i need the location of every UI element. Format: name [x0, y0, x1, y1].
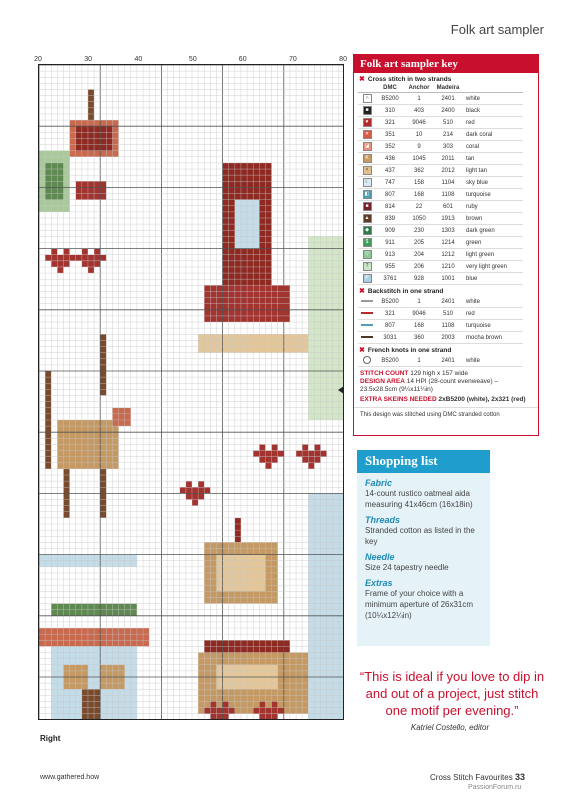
symbol-cell [358, 308, 376, 320]
stitch-count-label: STITCH COUNT [360, 370, 409, 377]
color-name-cell: green [462, 237, 523, 249]
anchor-cell: 206 [404, 261, 434, 273]
design-area-label: DESIGN AREA [360, 378, 405, 385]
backstitch-heading-text: Backstitch in one strand [367, 287, 444, 295]
dmc-cell: B5200 [376, 296, 404, 308]
shopping-item-head: Threads [365, 515, 401, 525]
french-knot-table [358, 355, 523, 367]
shopping-item-body: 14-count rustico oatmeal aida measuring 41x46cm (16x18in) [365, 489, 473, 509]
anchor-cell: 1 [404, 93, 434, 105]
heart-motif [259, 714, 277, 720]
deer-head [112, 408, 130, 426]
shopping-list [357, 450, 490, 646]
backstitch-line-icon [361, 324, 373, 326]
color-name-cell: brown [462, 213, 523, 225]
shopping-item-extras [357, 573, 490, 621]
extra-skeins-label: EXTRA SKEINS NEEDED [360, 396, 437, 403]
madeira-cell: 2400 [434, 105, 462, 117]
heart-motif [272, 701, 278, 707]
color-name-cell: light tan [462, 165, 523, 177]
heart-motif [259, 701, 265, 707]
dmc-cell: 3031 [376, 332, 404, 344]
symbol-cell [358, 332, 376, 344]
key-row [358, 225, 523, 237]
dmc-cell: 351 [376, 129, 404, 141]
heart-motif [302, 444, 308, 450]
anchor-cell: 168 [404, 189, 434, 201]
symbol-cell [358, 249, 376, 261]
cross-stitch-heading-text: Cross stitch in two strands [367, 75, 452, 83]
stitch-symbol-icon: $ [363, 238, 372, 247]
madeira-cell: 214 [434, 129, 462, 141]
symbol-cell [358, 189, 376, 201]
madeira-cell: 2003 [434, 332, 462, 344]
stitch-symbol-icon: ? [363, 262, 372, 271]
heart-motif [180, 487, 211, 493]
anchor-cell: 205 [404, 237, 434, 249]
dmc-cell: 436 [376, 153, 404, 165]
symbol-cell [358, 273, 376, 285]
color-name-cell: light green [462, 249, 523, 261]
dmc-cell: 3761 [376, 273, 404, 285]
stitch-count-value: 129 high x 157 wide [410, 370, 469, 377]
anchor-cell: 403 [404, 105, 434, 117]
dmc-cell: 913 [376, 249, 404, 261]
sampler-key-panel [353, 54, 539, 436]
ruler-label: 80 [339, 56, 347, 63]
symbol-cell [358, 153, 376, 165]
key-row [358, 355, 523, 367]
quote-attribution: Katriel Costello, editor [410, 723, 490, 732]
running-header: Folk art sampler [450, 22, 544, 37]
heart-motif [88, 267, 94, 273]
color-name-cell: sky blue [462, 177, 523, 189]
stitch-symbol-icon: ∩ [363, 94, 372, 103]
dmc-cell: 909 [376, 225, 404, 237]
madeira-cell: 1303 [434, 225, 462, 237]
color-name-cell: white [462, 296, 523, 308]
dmc-cell: 747 [376, 177, 404, 189]
key-stats [354, 367, 538, 404]
french-knot-icon [363, 356, 371, 364]
anchor-cell: 1 [404, 355, 434, 367]
heart-motif [210, 714, 228, 720]
anchor-cell: 928 [404, 273, 434, 285]
madeira-cell: 2401 [434, 355, 462, 367]
shopping-item-head: Fabric [365, 478, 393, 488]
anchor-cell: 9046 [404, 308, 434, 320]
dmc-cell: 911 [376, 237, 404, 249]
heart-motif [186, 481, 192, 487]
backstitch-table [358, 296, 523, 344]
anchor-cell: 1 [404, 296, 434, 308]
symbol-cell [358, 225, 376, 237]
stitch-symbol-icon: ◧ [363, 190, 372, 199]
symbol-cell [358, 129, 376, 141]
cross-icon: ✖ [359, 347, 365, 354]
design-area-value: 14 HPI (28-count evenweave) – 23.5x28.5cm (9¼x11¼in) [360, 378, 499, 393]
backstitch-line-icon [361, 336, 373, 338]
anchor-cell: 168 [404, 320, 434, 332]
shopping-item-body: Size 24 tapestry needle [365, 563, 449, 572]
footer-website[interactable]: www.gathered.how [40, 774, 100, 781]
heart-motif [302, 457, 320, 463]
dmc-cell: 807 [376, 189, 404, 201]
key-row [358, 237, 523, 249]
madeira-cell: 1108 [434, 320, 462, 332]
heart-motif [259, 457, 277, 463]
shopping-item-head: Extras [365, 578, 393, 588]
stitch-symbol-icon: ♥ [363, 118, 372, 127]
color-name-cell: white [462, 93, 523, 105]
dmc-cell: 955 [376, 261, 404, 273]
color-name-cell: black [462, 105, 523, 117]
key-row [358, 308, 523, 320]
shopping-list-title: Shopping list [357, 450, 490, 473]
heart-motif [296, 451, 327, 457]
heart-motif [63, 249, 69, 255]
heart-motif [192, 500, 198, 506]
madeira-cell: 2011 [434, 153, 462, 165]
anchor-cell: 9 [404, 141, 434, 153]
heart-motif [198, 481, 204, 487]
anchor-cell: 204 [404, 249, 434, 261]
dmc-cell: 437 [376, 165, 404, 177]
cross-icon: ✖ [359, 76, 365, 83]
heart-motif [210, 701, 216, 707]
ruler-label: 60 [238, 56, 247, 63]
heart-motif [76, 181, 107, 199]
dmc-cell: 839 [376, 213, 404, 225]
symbol-cell [358, 320, 376, 332]
anchor-cell: 22 [404, 201, 434, 213]
shopping-item-body: Frame of your choice with a minimum aperture of 26x31cm (10¼x12¼in) [365, 589, 474, 620]
heart-motif [265, 463, 271, 469]
madeira-cell: 1104 [434, 177, 462, 189]
key-row [358, 261, 523, 273]
color-name-cell: very light green [462, 261, 523, 273]
symbol-cell [358, 261, 376, 273]
stitch-symbol-icon: ☾ [363, 178, 372, 187]
anchor-cell: 158 [404, 177, 434, 189]
color-name-cell: red [462, 117, 523, 129]
heart-motif [51, 261, 69, 267]
madeira-cell: 2401 [434, 93, 462, 105]
key-row [358, 93, 523, 105]
key-row [358, 129, 523, 141]
stitch-symbol-icon: K [363, 154, 372, 163]
key-row [358, 332, 523, 344]
key-row [358, 141, 523, 153]
stitch-symbol-icon: ▲ [363, 214, 372, 223]
key-row [358, 249, 523, 261]
symbol-cell [358, 237, 376, 249]
french-knot-heading [354, 344, 538, 355]
cross-stitch-heading [354, 73, 538, 84]
cross-icon: ✖ [359, 288, 365, 295]
symbol-cell [358, 141, 376, 153]
dmc-cell: B5200 [376, 355, 404, 367]
anchor-cell: 360 [404, 332, 434, 344]
stitch-symbol-icon: ✕ [363, 130, 372, 139]
madeira-cell: 2012 [434, 165, 462, 177]
heart-motif [94, 249, 100, 255]
madeira-cell: 510 [434, 308, 462, 320]
madeira-cell: 1210 [434, 261, 462, 273]
stitch-symbol-icon: P [363, 274, 372, 283]
shopping-item-body: Stranded cotton as listed in the key [365, 526, 475, 546]
dmc-cell: 352 [376, 141, 404, 153]
heart-motif [51, 249, 57, 255]
madeira-cell: 601 [434, 201, 462, 213]
color-name-cell: dark coral [462, 129, 523, 141]
heart-motif [314, 444, 320, 450]
color-name-cell: red [462, 308, 523, 320]
extra-skeins-value: 2xB5200 (white), 2x321 (red) [438, 396, 526, 403]
symbol-cell [358, 93, 376, 105]
backstitch-line-icon [361, 300, 373, 302]
madeira-cell: 510 [434, 117, 462, 129]
shopping-item-needle [357, 547, 490, 573]
symbol-cell [358, 296, 376, 308]
color-name-cell: mocha brown [462, 332, 523, 344]
heart-motif [57, 267, 63, 273]
color-name-cell: blue [462, 273, 523, 285]
anchor-cell: 362 [404, 165, 434, 177]
anchor-cell: 10 [404, 129, 434, 141]
pull-quote: “This is ideal if you love to dip in and out of a project, just stitch one motif per evening.” [359, 669, 545, 718]
key-row [358, 189, 523, 201]
symbol-cell [358, 201, 376, 213]
anchor-cell: 9046 [404, 117, 434, 129]
color-name-cell: turquoise [462, 320, 523, 332]
heart-motif [253, 451, 284, 457]
col-madeira: Madeira [434, 84, 462, 93]
symbol-cell [358, 117, 376, 129]
cross-stitch-table [358, 84, 523, 285]
heart-motif [253, 708, 284, 714]
watermark: PassionForum.ru [468, 784, 522, 791]
color-name-cell: tan [462, 153, 523, 165]
madeira-cell: 1913 [434, 213, 462, 225]
ruler-label: 20 [34, 56, 42, 63]
backstitch-line-icon [361, 312, 373, 314]
symbol-cell [358, 213, 376, 225]
color-name-cell: turquoise [462, 189, 523, 201]
heart-motif [272, 444, 278, 450]
key-title: Folk art sampler key [354, 55, 538, 73]
dmc-cell: B5200 [376, 93, 404, 105]
dmc-cell: 807 [376, 320, 404, 332]
anchor-cell: 1045 [404, 153, 434, 165]
ruler-label: 50 [188, 56, 197, 63]
symbol-cell [358, 177, 376, 189]
color-name-cell: dark green [462, 225, 523, 237]
magazine-name: Cross Stitch Favourites [430, 773, 513, 782]
col-dmc: DMC [376, 84, 404, 93]
backstitch-heading [354, 285, 538, 296]
heart-motif [308, 463, 314, 469]
heart-motif [82, 261, 100, 267]
key-row [358, 320, 523, 332]
madeira-cell: 1212 [434, 249, 462, 261]
key-row [358, 117, 523, 129]
heart-motif [76, 255, 107, 261]
footer-folio [430, 772, 525, 782]
dmc-cell: 321 [376, 308, 404, 320]
anchor-cell: 230 [404, 225, 434, 237]
shopping-item-threads [357, 510, 490, 547]
stitch-symbol-icon: ◆ [363, 226, 372, 235]
stitch-symbol-icon: ◪ [363, 142, 372, 151]
chart-grid-svg [39, 65, 344, 720]
madeira-cell: 1108 [434, 189, 462, 201]
heart-motif [259, 444, 265, 450]
ruler-label: 30 [84, 56, 93, 63]
symbol-cell [358, 165, 376, 177]
stitch-symbol-icon: ■ [363, 202, 372, 211]
stitch-symbol-icon: × [363, 166, 372, 175]
key-row [358, 201, 523, 213]
key-row [358, 296, 523, 308]
key-row [358, 153, 523, 165]
dmc-cell: 814 [376, 201, 404, 213]
key-row [358, 105, 523, 117]
key-row [358, 273, 523, 285]
dmc-cell: 321 [376, 117, 404, 129]
symbol-cell [358, 355, 376, 367]
key-note: This design was stitched using DMC stranded cotton [354, 407, 538, 422]
page-number: 33 [514, 772, 525, 782]
ruler-label: 70 [288, 56, 297, 63]
heart-motif [204, 708, 235, 714]
stitch-symbol-icon: ■ [363, 106, 372, 115]
stitch-symbol-icon: ▽ [363, 250, 372, 259]
color-name-cell: coral [462, 141, 523, 153]
heart-motif [223, 701, 229, 707]
madeira-cell: 303 [434, 141, 462, 153]
key-row [358, 213, 523, 225]
chart-caption: Right [40, 734, 61, 743]
key-row [358, 177, 523, 189]
shopping-item-head: Needle [365, 552, 395, 562]
key-row [358, 165, 523, 177]
heart-motif [45, 255, 76, 261]
vine-motif [308, 493, 344, 720]
madeira-cell: 1001 [434, 273, 462, 285]
french-knot-heading-text: French knots in one strand [367, 346, 452, 354]
ruler-label: 40 [134, 56, 143, 63]
heart-motif [186, 493, 204, 499]
heart-motif [82, 249, 88, 255]
col-anchor: Anchor [404, 84, 434, 93]
color-name-cell: ruby [462, 201, 523, 213]
anchor-cell: 1050 [404, 213, 434, 225]
shopping-item-fabric [357, 473, 490, 510]
symbol-cell [358, 105, 376, 117]
dmc-cell: 310 [376, 105, 404, 117]
house-door [82, 689, 100, 720]
cross-stitch-chart [38, 64, 344, 720]
color-name-cell: white [462, 355, 523, 367]
madeira-cell: 2401 [434, 296, 462, 308]
madeira-cell: 1214 [434, 237, 462, 249]
center-arrow-icon [338, 386, 344, 394]
